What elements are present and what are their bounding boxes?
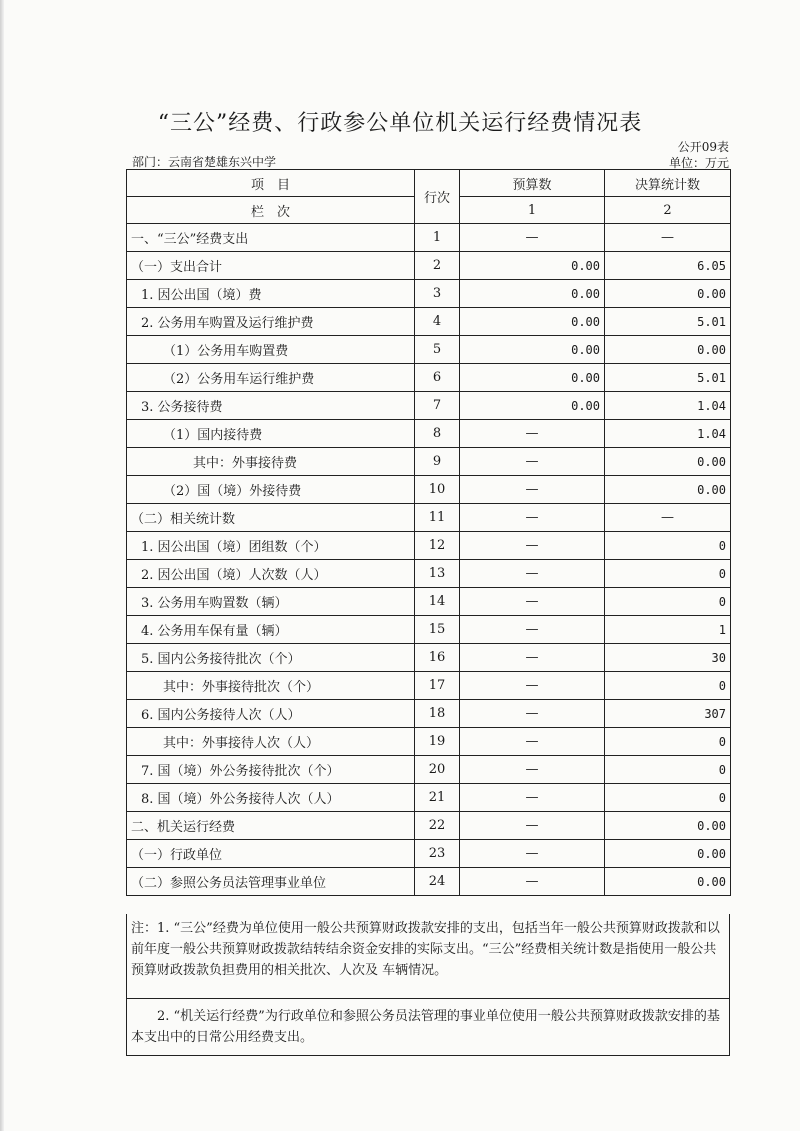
row-budget: — xyxy=(460,868,605,896)
table-body xyxy=(127,224,731,896)
row-budget: 0.00 xyxy=(460,392,605,420)
row-budget: — xyxy=(460,532,605,560)
row-actual: 0.00 xyxy=(605,280,731,308)
row-number: 3 xyxy=(415,280,460,308)
table-row xyxy=(127,364,731,392)
table-row xyxy=(127,812,731,840)
row-item: 4. 公务用车保有量（辆） xyxy=(127,616,415,644)
form-code: 公开09表 xyxy=(677,140,729,154)
row-number: 1 xyxy=(415,224,460,252)
table-row xyxy=(127,616,731,644)
row-number: 7 xyxy=(415,392,460,420)
row-budget: — xyxy=(460,448,605,476)
table-row xyxy=(127,784,731,812)
row-item: （2）国（境）外接待费 xyxy=(127,476,415,504)
department-label: 部门：云南省楚雄东兴中学 xyxy=(132,155,277,169)
row-number: 10 xyxy=(415,476,460,504)
row-item: 5. 国内公务接待批次（个） xyxy=(127,644,415,672)
row-item: 3. 公务用车购置数（辆） xyxy=(127,588,415,616)
row-number: 22 xyxy=(415,812,460,840)
row-budget: — xyxy=(460,700,605,728)
row-number: 12 xyxy=(415,532,460,560)
row-actual: 0 xyxy=(605,756,731,784)
row-item: 其中：外事接待人次（人） xyxy=(127,728,415,756)
row-actual: 1.04 xyxy=(605,420,731,448)
row-number: 9 xyxy=(415,448,460,476)
row-item: （1）国内接待费 xyxy=(127,420,415,448)
row-budget: 0.00 xyxy=(460,252,605,280)
header-row-no: 行次 xyxy=(415,170,460,224)
table-row xyxy=(127,588,731,616)
row-actual: 1 xyxy=(605,616,731,644)
row-number: 6 xyxy=(415,364,460,392)
row-actual: 5.01 xyxy=(605,364,731,392)
row-item: 2. 因公出国（境）人次数（人） xyxy=(127,560,415,588)
row-actual: 0.00 xyxy=(605,868,731,896)
row-budget: — xyxy=(460,224,605,252)
row-actual: 0 xyxy=(605,588,731,616)
row-number: 17 xyxy=(415,672,460,700)
row-item: 6. 国内公务接待人次（人） xyxy=(127,700,415,728)
row-budget: — xyxy=(460,672,605,700)
row-actual: 6.05 xyxy=(605,252,731,280)
row-number: 19 xyxy=(415,728,460,756)
row-budget: — xyxy=(460,588,605,616)
row-item: 一、“三公”经费支出 xyxy=(127,224,415,252)
table-row xyxy=(127,224,731,252)
row-number: 18 xyxy=(415,700,460,728)
row-actual: 0 xyxy=(605,532,731,560)
row-number: 4 xyxy=(415,308,460,336)
row-budget: 0.00 xyxy=(460,336,605,364)
row-number: 14 xyxy=(415,588,460,616)
row-actual: 0 xyxy=(605,728,731,756)
page-title: “三公”经费、行政参公单位机关运行经费情况表 xyxy=(157,111,643,136)
row-number: 24 xyxy=(415,868,460,896)
row-actual: — xyxy=(605,224,731,252)
table-row xyxy=(127,336,731,364)
row-actual: 5.01 xyxy=(605,308,731,336)
table-row xyxy=(127,476,731,504)
row-item: （二）相关统计数 xyxy=(127,504,415,532)
table-row xyxy=(127,280,731,308)
row-item: （一）行政单位 xyxy=(127,840,415,868)
row-number: 2 xyxy=(415,252,460,280)
table-row xyxy=(127,420,731,448)
row-item: 8. 国（境）外公务接待人次（人） xyxy=(127,784,415,812)
row-item: 其中：外事接待费 xyxy=(127,448,415,476)
row-actual: 1.04 xyxy=(605,392,731,420)
note-divider xyxy=(127,998,729,999)
note-2: 2. “机关运行经费”为行政单位和参照公务员法管理的事业单位使用一般公共预算财政拨款安排的基本支出中的日常公用经费支出。 xyxy=(131,1009,720,1045)
unit-label: 单位：万元 xyxy=(668,156,729,170)
row-budget: — xyxy=(460,644,605,672)
table-row xyxy=(127,308,731,336)
row-budget: — xyxy=(460,616,605,644)
row-item: （一）支出合计 xyxy=(127,252,415,280)
note-1: 注：1. “三公”经费为单位使用一般公共预算财政拨款安排的支出，包括当年一般公共预算财政拨款和以前年度一般公共预算财政拨款结转结余资金安排的实际支出。“三公”经费相关统计数是指使用一般公共预算财政拨款负担费用的相关批次、人次及 车辆情况。 xyxy=(131,921,720,978)
row-number: 21 xyxy=(415,784,460,812)
row-actual: 0.00 xyxy=(605,448,731,476)
row-budget: 0.00 xyxy=(460,280,605,308)
header-budget: 预算数 xyxy=(460,170,605,197)
row-actual: 0 xyxy=(605,560,731,588)
row-actual: 0 xyxy=(605,672,731,700)
header-col1: 1 xyxy=(460,197,605,224)
row-number: 23 xyxy=(415,840,460,868)
table-row xyxy=(127,700,731,728)
row-number: 20 xyxy=(415,756,460,784)
row-item: 3. 公务接待费 xyxy=(127,392,415,420)
row-actual: 0 xyxy=(605,784,731,812)
notes-box xyxy=(126,914,730,1056)
row-number: 5 xyxy=(415,336,460,364)
row-number: 8 xyxy=(415,420,460,448)
row-budget: — xyxy=(460,728,605,756)
table-row xyxy=(127,644,731,672)
row-number: 13 xyxy=(415,560,460,588)
scan-edge xyxy=(0,0,4,1131)
row-actual: 0.00 xyxy=(605,336,731,364)
table-row xyxy=(127,504,731,532)
table-row xyxy=(127,532,731,560)
row-budget: 0.00 xyxy=(460,308,605,336)
row-actual: — xyxy=(605,504,731,532)
header-column-label: 栏 次 xyxy=(127,197,415,224)
table-row xyxy=(127,560,731,588)
row-item: 二、机关运行经费 xyxy=(127,812,415,840)
row-number: 11 xyxy=(415,504,460,532)
row-budget: — xyxy=(460,504,605,532)
table-row xyxy=(127,728,731,756)
row-number: 15 xyxy=(415,616,460,644)
row-budget: — xyxy=(460,756,605,784)
table-row xyxy=(127,392,731,420)
row-budget: — xyxy=(460,840,605,868)
row-actual: 0.00 xyxy=(605,812,731,840)
row-actual: 0.00 xyxy=(605,476,731,504)
row-item: （二）参照公务员法管理事业单位 xyxy=(127,868,415,896)
row-item: （2）公务用车运行维护费 xyxy=(127,364,415,392)
table-row xyxy=(127,868,731,896)
row-budget: — xyxy=(460,784,605,812)
row-item: 其中：外事接待批次（个） xyxy=(127,672,415,700)
header-col2: 2 xyxy=(605,197,731,224)
expense-table xyxy=(126,169,731,896)
table-row xyxy=(127,672,731,700)
row-budget: — xyxy=(460,812,605,840)
row-actual: 30 xyxy=(605,644,731,672)
table-row xyxy=(127,756,731,784)
row-number: 16 xyxy=(415,644,460,672)
table-row xyxy=(127,448,731,476)
header-actual: 决算统计数 xyxy=(605,170,731,197)
row-actual: 0.00 xyxy=(605,840,731,868)
row-item: 1. 因公出国（境）费 xyxy=(127,280,415,308)
table-row xyxy=(127,840,731,868)
row-item: （1）公务用车购置费 xyxy=(127,336,415,364)
header-row-1 xyxy=(127,170,731,197)
row-budget: — xyxy=(460,476,605,504)
table-row xyxy=(127,252,731,280)
header-item: 项 目 xyxy=(127,170,415,197)
row-budget: — xyxy=(460,420,605,448)
row-item: 7. 国（境）外公务接待批次（个） xyxy=(127,756,415,784)
row-item: 1. 因公出国（境）团组数（个） xyxy=(127,532,415,560)
row-budget: — xyxy=(460,560,605,588)
row-actual: 307 xyxy=(605,700,731,728)
row-item: 2. 公务用车购置及运行维护费 xyxy=(127,308,415,336)
row-budget: 0.00 xyxy=(460,364,605,392)
